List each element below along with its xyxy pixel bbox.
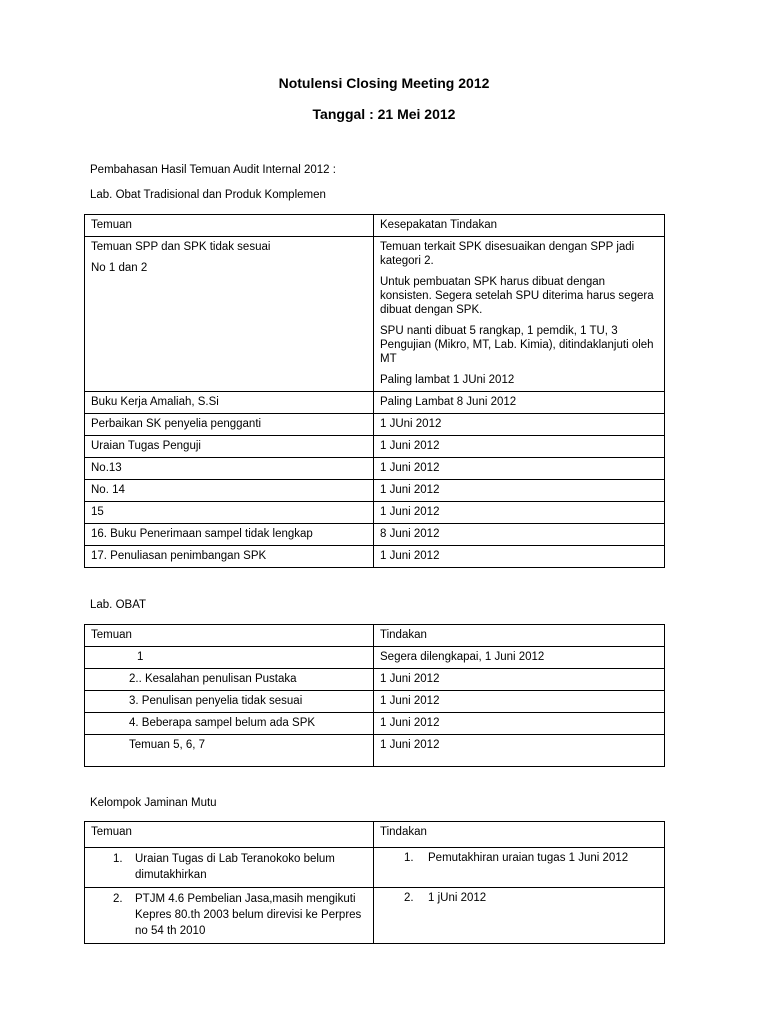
section1-table (84, 214, 665, 568)
table-row (85, 848, 665, 888)
tindakan-text: Temuan terkait SPK disesuaikan dengan SPP jadi kategori 2. (380, 241, 635, 267)
temuan-cell (85, 237, 374, 392)
temuan-text: Temuan SPP dan SPK tidak sesuai (91, 241, 271, 253)
table-row (85, 888, 665, 944)
column-header-tindakan: Tindakan (374, 822, 665, 848)
list-number: 2. (113, 893, 123, 905)
tindakan-cell (374, 888, 665, 944)
temuan-cell: 4. Beberapa sampel belum ada SPK (85, 713, 374, 735)
document-date: Tanggal : 21 Mei 2012 (312, 106, 456, 122)
tindakan-cell: Paling Lambat 8 Juni 2012 (374, 392, 665, 414)
section1-heading: Lab. Obat Tradisional dan Produk Komplemen (90, 189, 326, 201)
temuan-cell: Temuan 5, 6, 7 (85, 735, 374, 767)
tindakan-cell: 1 Juni 2012 (374, 436, 665, 458)
temuan-cell: 16. Buku Penerimaan sampel tidak lengkap (85, 524, 374, 546)
table-header-row (85, 625, 665, 647)
temuan-cell (85, 848, 374, 888)
temuan-cell: 1 (85, 647, 374, 669)
tindakan-cell (374, 237, 665, 392)
tindakan-cell: 1 Juni 2012 (374, 735, 665, 767)
intro-text: Pembahasan Hasil Temuan Audit Internal 2012 : (90, 164, 336, 176)
table-row (85, 436, 665, 458)
tindakan-cell: 1 Juni 2012 (374, 458, 665, 480)
temuan-cell: No. 14 (85, 480, 374, 502)
table-row (85, 669, 665, 691)
section3-heading: Kelompok Jaminan Mutu (90, 797, 217, 809)
tindakan-text: 1 jUni 2012 (428, 892, 487, 904)
list-number: 1. (404, 852, 414, 864)
list-item (380, 851, 658, 865)
tindakan-cell: 1 Juni 2012 (374, 546, 665, 568)
temuan-cell: 3. Penulisan penyelia tidak sesuai (85, 691, 374, 713)
list-item (380, 891, 658, 905)
tindakan-text: Untuk pembuatan SPK harus dibuat dengan konsisten. Segera setelah SPU diterima harus segera dibuat dengan SPK. (380, 276, 654, 316)
list-number: 2. (404, 892, 414, 904)
temuan-cell: Perbaikan SK penyelia pengganti (85, 414, 374, 436)
tindakan-cell: 1 Juni 2012 (374, 480, 665, 502)
temuan-cell: 2.. Kesalahan penulisan Pustaka (85, 669, 374, 691)
column-header-temuan: Temuan (85, 822, 374, 848)
section2-heading: Lab. OBAT (90, 599, 147, 611)
table-row (85, 458, 665, 480)
column-header-tindakan: Tindakan (374, 625, 665, 647)
tindakan-cell: Segera dilengkapai, 1 Juni 2012 (374, 647, 665, 669)
section3-table (84, 821, 665, 944)
tindakan-cell: 1 Juni 2012 (374, 713, 665, 735)
table-header-row (85, 822, 665, 848)
table-row (85, 546, 665, 568)
temuan-cell: Buku Kerja Amaliah, S.Si (85, 392, 374, 414)
temuan-text: PTJM 4.6 Pembelian Jasa,masih mengikuti Kepres 80.th 2003 belum direvisi ke Perpres no 54 th 2010 (135, 893, 362, 937)
table-row (85, 414, 665, 436)
table-row (85, 237, 665, 392)
tindakan-text: Pemutakhiran uraian tugas 1 Juni 2012 (428, 852, 629, 864)
document-title: Notulensi Closing Meeting 2012 (278, 75, 490, 91)
temuan-cell: No.13 (85, 458, 374, 480)
column-header-tindakan: Kesepakatan Tindakan (374, 215, 665, 237)
temuan-cell: 15 (85, 502, 374, 524)
tindakan-cell: 1 Juni 2012 (374, 691, 665, 713)
temuan-cell: Uraian Tugas Penguji (85, 436, 374, 458)
table-row (85, 647, 665, 669)
section2-table (84, 624, 665, 767)
column-header-temuan: Temuan (85, 625, 374, 647)
list-item (91, 851, 367, 883)
table-row (85, 713, 665, 735)
tindakan-cell: 8 Juni 2012 (374, 524, 665, 546)
temuan-text: No 1 dan 2 (91, 262, 148, 274)
table-row (85, 735, 665, 767)
tindakan-text: SPU nanti dibuat 5 rangkap, 1 pemdik, 1 TU, 3 Pengujian (Mikro, MT, Lab. Kimia), ditindaklanjuti oleh MT (380, 325, 654, 365)
table-row (85, 691, 665, 713)
list-item (91, 891, 367, 939)
table-row (85, 524, 665, 546)
list-number: 1. (113, 853, 123, 865)
temuan-cell (85, 888, 374, 944)
tindakan-cell: 1 JUni 2012 (374, 414, 665, 436)
table-row (85, 392, 665, 414)
temuan-cell: 17. Penuliasan penimbangan SPK (85, 546, 374, 568)
table-header-row (85, 215, 665, 237)
tindakan-text: Paling lambat 1 JUni 2012 (380, 374, 515, 386)
temuan-text: Uraian Tugas di Lab Teranokoko belum dimutakhirkan (135, 853, 335, 881)
table-row (85, 502, 665, 524)
column-header-temuan: Temuan (85, 215, 374, 237)
tindakan-cell: 1 Juni 2012 (374, 502, 665, 524)
tindakan-cell: 1 Juni 2012 (374, 669, 665, 691)
table-row (85, 480, 665, 502)
tindakan-cell (374, 848, 665, 888)
